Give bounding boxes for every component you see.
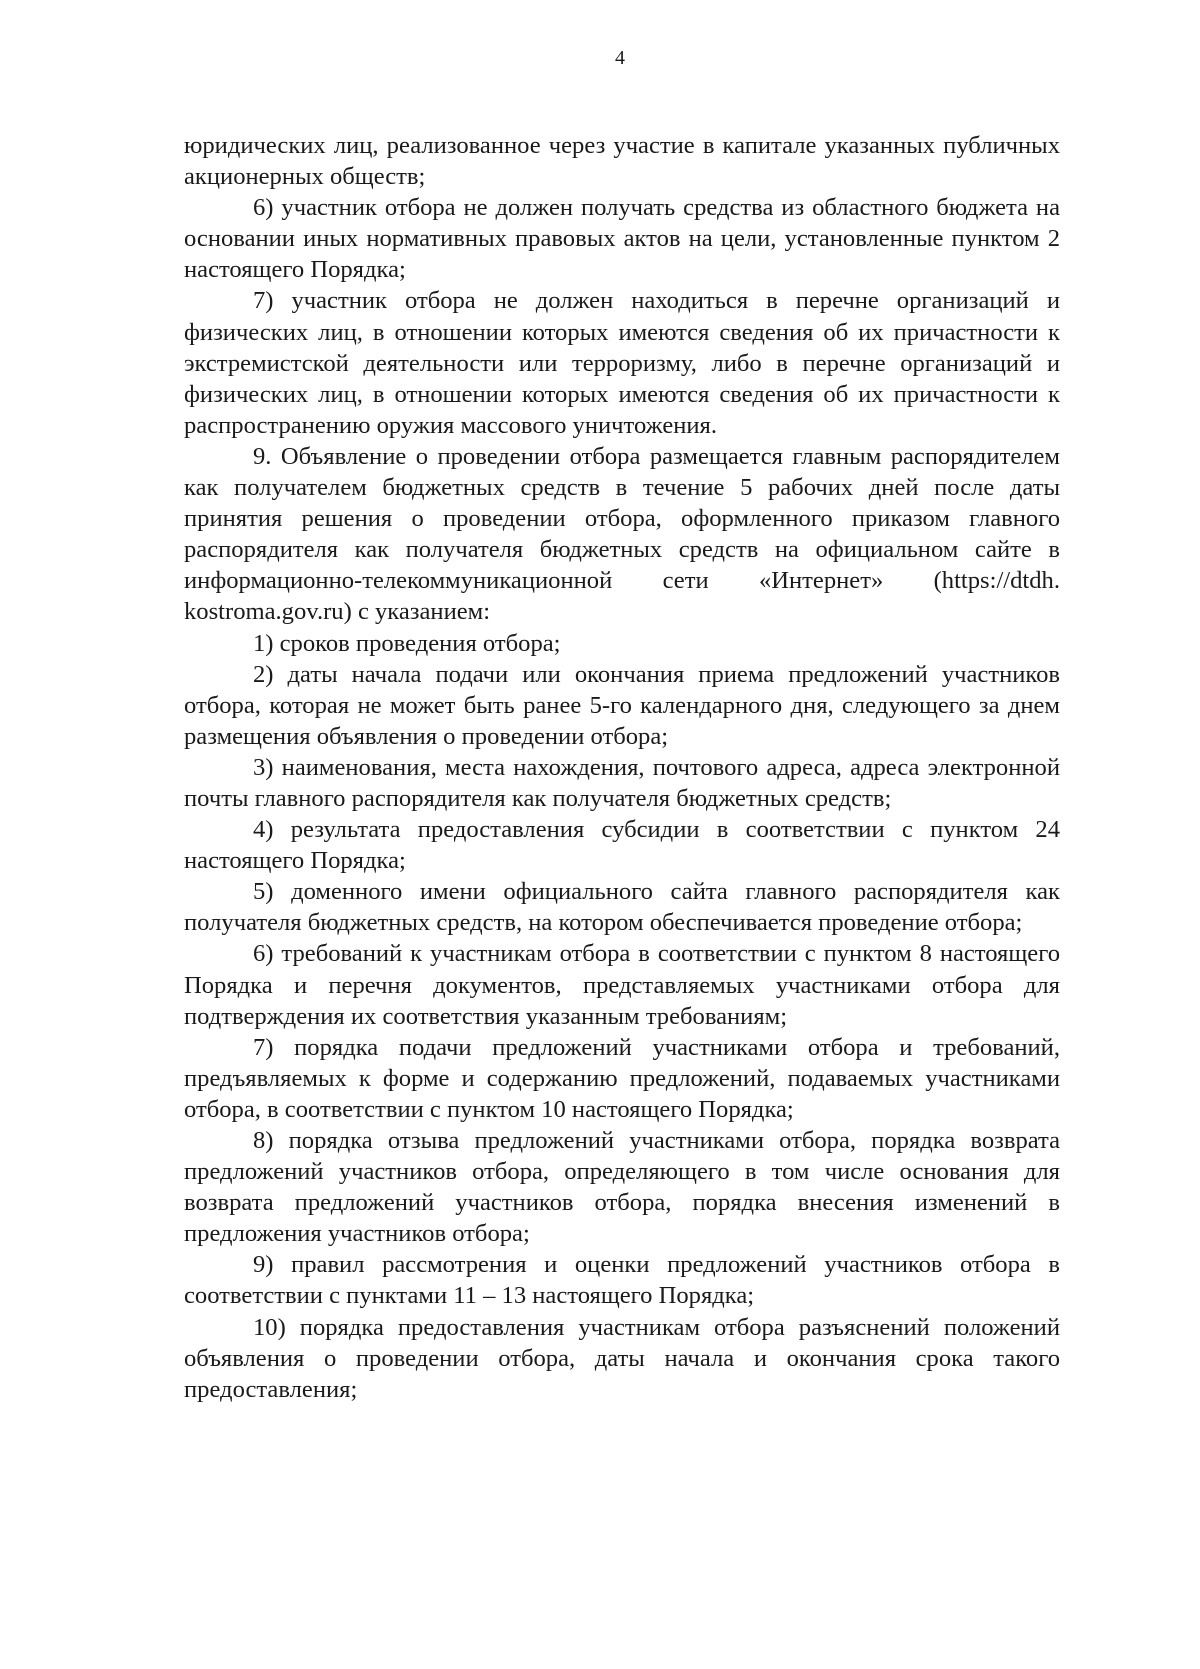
paragraph-section-9: 9. Объявление о проведении отбора размещается главным распорядителем как получателем бюджетных средств в течение 5 рабочих дней после даты принятия решения о проведении отбора, оформленного приказом главного распорядителя как получателя бюджетных средств на официальном сайте в информационно-телекоммуникационной сети «Интернет» (https://dtdh. kostroma.gov.ru) с указанием: <box>184 442 1060 626</box>
paragraph-subitem-7: 7) порядка подачи предложений участниками отбора и требований, предъявляемых к форме и содержанию предложений, подаваемых участниками отбора, в соответствии с пунктом 10 настоящего Порядка; <box>184 1033 1060 1123</box>
paragraph-subitem-2: 2) даты начала подачи или окончания приема предложений участников отбора, которая не может быть ранее 5-го календарного дня, следующего за днем размещения объявления о проведении отбора; <box>184 660 1060 750</box>
paragraph-subitem-10: 10) порядка предоставления участникам отбора разъяснений положений объявления о проведении отбора, даты начала и окончания срока такого предоставления; <box>184 1313 1060 1403</box>
paragraph-subitem-3: 3) наименования, места нахождения, почтового адреса, адреса электронной почты главного распорядителя как получателя бюджетных средств; <box>184 753 1060 812</box>
page-number: 4 <box>615 47 625 69</box>
paragraph-item-7: 7) участник отбора не должен находиться в перечне организаций и физических лиц, в отношении которых имеются сведения об их причастности к экстремистской деятельности или терроризму, либо в перечне организаций и физических лиц, в отношении которых имеются сведения об их причастности к распространению оружия массового уничтожения. <box>184 287 1060 439</box>
paragraph-subitem-1: 1) сроков проведения отбора; <box>253 629 561 657</box>
paragraph-subitem-8: 8) порядка отзыва предложений участниками отбора, порядка возврата предложений участников отбора, определяющего в том числе основания для возврата предложений участников отбора, порядка внесения изменений в предложения участников отбора; <box>184 1127 1060 1248</box>
paragraph-subitem-6: 6) требований к участникам отбора в соответствии с пунктом 8 настоящего Порядка и перечня документов, представляемых участниками отбора для подтверждения их соответствия указанным требованиям; <box>184 940 1060 1030</box>
paragraph-subitem-4: 4) результата предоставления субсидии в соответствии с пунктом 24 настоящего Порядка; <box>184 816 1060 875</box>
paragraph-subitem-5: 5) доменного имени официального сайта главного распорядителя как получателя бюджетных средств, на котором обеспечивается проведение отбора; <box>184 878 1060 937</box>
document-body <box>184 130 1060 1405</box>
paragraph-item-6: 6) участник отбора не должен получать средства из областного бюджета на основании иных нормативных правовых актов на цели, установленные пунктом 2 настоящего Порядка; <box>184 194 1060 284</box>
paragraph-subitem-9: 9) правил рассмотрения и оценки предложений участников отбора в соответствии с пунктами 11 – 13 настоящего Порядка; <box>184 1251 1060 1310</box>
paragraph-continuation: юридических лиц, реализованное через участие в капитале указанных публичных акционерных обществ; <box>184 132 1060 191</box>
